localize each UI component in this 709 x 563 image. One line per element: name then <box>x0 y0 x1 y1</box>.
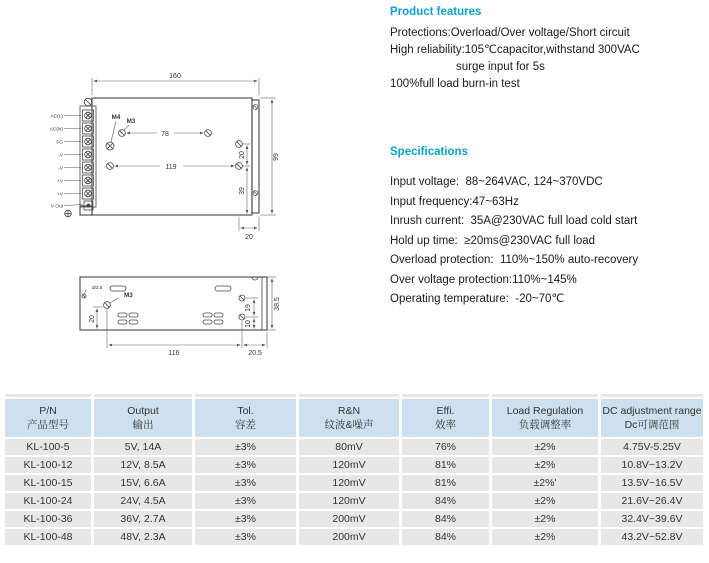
terminal-label: -V <box>58 166 63 172</box>
terminal-label: -V <box>58 153 63 159</box>
spec-line: Operating temperature: -20~70℃ <box>390 293 565 305</box>
terminal-label: +V <box>56 192 63 198</box>
col-header-effi: Effi. 效率 <box>402 399 489 437</box>
table-row <box>5 457 703 473</box>
table-row <box>5 439 703 455</box>
model-table-wrap <box>0 392 709 547</box>
col-header-load-reg: Load Regulation 负载调整率 <box>492 399 598 437</box>
col-header-rn: R&N 纹波&噪声 <box>299 399 399 437</box>
dim-hole-span-top: 78 <box>161 131 169 138</box>
cell-dc-range: 4.75V-5.25V <box>601 439 703 455</box>
spec-line: Overload protection: 110%~150% auto-recovery <box>390 254 639 266</box>
feature-line: High reliability:105℃capacitor,withstand 300VAC <box>390 44 640 56</box>
cell-effi: 76% <box>402 439 489 455</box>
table-row <box>5 511 703 527</box>
cell-effi: 84% <box>402 511 489 527</box>
features-title: Product features <box>390 6 482 18</box>
dim-screw-gap: 20 <box>239 151 246 159</box>
cell-tol: ±3% <box>195 529 296 545</box>
dim-hole-span-bottom: 119 <box>165 164 177 171</box>
cell-pn: KL-100-15 <box>5 475 91 491</box>
cell-output: 24V, 4.5A <box>94 493 192 509</box>
specifications-title: Specifications <box>390 146 468 158</box>
col-header-tol: Tol. 容差 <box>195 399 296 437</box>
cell-load-reg: ±2% <box>492 457 598 473</box>
dim-side-hole-span: 116 <box>168 350 180 357</box>
cell-rn: 200mV <box>299 529 399 545</box>
dim-bottom-offset: 20 <box>245 234 253 241</box>
terminal-label: AC(L) <box>50 114 63 120</box>
cell-effi: 81% <box>402 475 489 491</box>
table-top-strip <box>5 394 703 397</box>
cell-tol: ±3% <box>195 475 296 491</box>
cell-tol: ±3% <box>195 457 296 473</box>
cell-rn: 120mV <box>299 475 399 491</box>
dim-side-upper-offset: 19 <box>245 304 252 312</box>
cell-load-reg: ±2% <box>492 529 598 545</box>
cell-output: 12V, 8.5A <box>94 457 192 473</box>
cell-tol: ±3% <box>195 493 296 509</box>
feature-line: Protections:Overload/Over voltage/Short circuit <box>390 27 630 39</box>
label-hole-dia: Ø3.5 <box>92 286 103 291</box>
cell-load-reg: ±2%' <box>492 475 598 491</box>
cell-rn: 80mV <box>299 439 399 455</box>
mechanical-drawings <box>0 0 380 398</box>
dim-screw-to-bottom: 39 <box>239 187 246 195</box>
cell-tol: ±3% <box>195 439 296 455</box>
cell-output: 36V, 2.7A <box>94 511 192 527</box>
cell-rn: 120mV <box>299 457 399 473</box>
col-header-dc-range: DC adjustment range Dc可调范围 <box>601 399 703 437</box>
terminal-label: V Out <box>50 204 63 210</box>
dim-side-depth: 38.5 <box>274 297 281 311</box>
dim-side-left-offset: 20 <box>89 315 96 323</box>
cell-effi: 81% <box>402 457 489 473</box>
terminal-label: AC(N) <box>49 127 63 133</box>
cell-rn: 120mV <box>299 493 399 509</box>
cell-dc-range: 21.6V~26.4V <box>601 493 703 509</box>
spec-line: Over voltage protection:110%~145% <box>390 273 577 286</box>
cell-output: 48V, 2.3A <box>94 529 192 545</box>
cell-effi: 84% <box>402 493 489 509</box>
label-m4: M4 <box>111 114 121 121</box>
spec-line: Inrush current: 35A@230VAC full load cold start <box>390 215 638 227</box>
dim-side-end-offset: 20.5 <box>248 350 262 357</box>
feature-line: surge input for 5s <box>456 61 545 73</box>
cell-pn: KL-100-5 <box>5 439 91 455</box>
cell-effi: 84% <box>402 529 489 545</box>
label-m3-side: M3 <box>124 292 133 299</box>
cell-load-reg: ±2% <box>492 439 598 455</box>
cell-rn: 200mV <box>299 511 399 527</box>
cell-output: 5V, 14A <box>94 439 192 455</box>
terminal-label: +V <box>56 179 63 185</box>
table-row <box>5 475 703 491</box>
dim-overall-width: 160 <box>169 73 181 80</box>
cell-load-reg: ±2% <box>492 511 598 527</box>
cell-output: 15V, 6.6A <box>94 475 192 491</box>
spec-line: Input frequency:47~63Hz <box>390 195 519 208</box>
cell-dc-range: 10.8V~13.2V <box>601 457 703 473</box>
spec-line: Input voltage: 88~264VAC, 124~370VDC <box>390 176 603 188</box>
specifications-section <box>390 146 708 310</box>
cell-dc-range: 32.4V~39.6V <box>601 511 703 527</box>
spec-line: Hold up time: ≥20ms@230VAC full load <box>390 234 596 247</box>
model-table <box>2 392 706 547</box>
cell-pn: KL-100-36 <box>5 511 91 527</box>
cell-dc-range: 13.5V~16.5V <box>601 475 703 491</box>
feature-line: 100%full load burn-in test <box>390 78 520 90</box>
cell-load-reg: ±2% <box>492 493 598 509</box>
table-row <box>5 493 703 509</box>
cell-tol: ±3% <box>195 511 296 527</box>
product-features-section <box>390 6 708 93</box>
col-header-output: Output 输出 <box>94 399 192 437</box>
dim-case-height: 99 <box>273 153 280 161</box>
col-header-pn: P/N 产品型号 <box>5 399 91 437</box>
dim-side-lower-offset: 10 <box>245 320 252 328</box>
cell-pn: KL-100-12 <box>5 457 91 473</box>
table-row <box>5 529 703 545</box>
table-header-row <box>5 399 703 437</box>
cell-dc-range: 43.2V~52.8V <box>601 529 703 545</box>
cell-pn: KL-100-48 <box>5 529 91 545</box>
cell-pn: KL-100-24 <box>5 493 91 509</box>
terminal-label: FG <box>56 140 63 146</box>
label-m3-top: M3 <box>126 118 136 125</box>
